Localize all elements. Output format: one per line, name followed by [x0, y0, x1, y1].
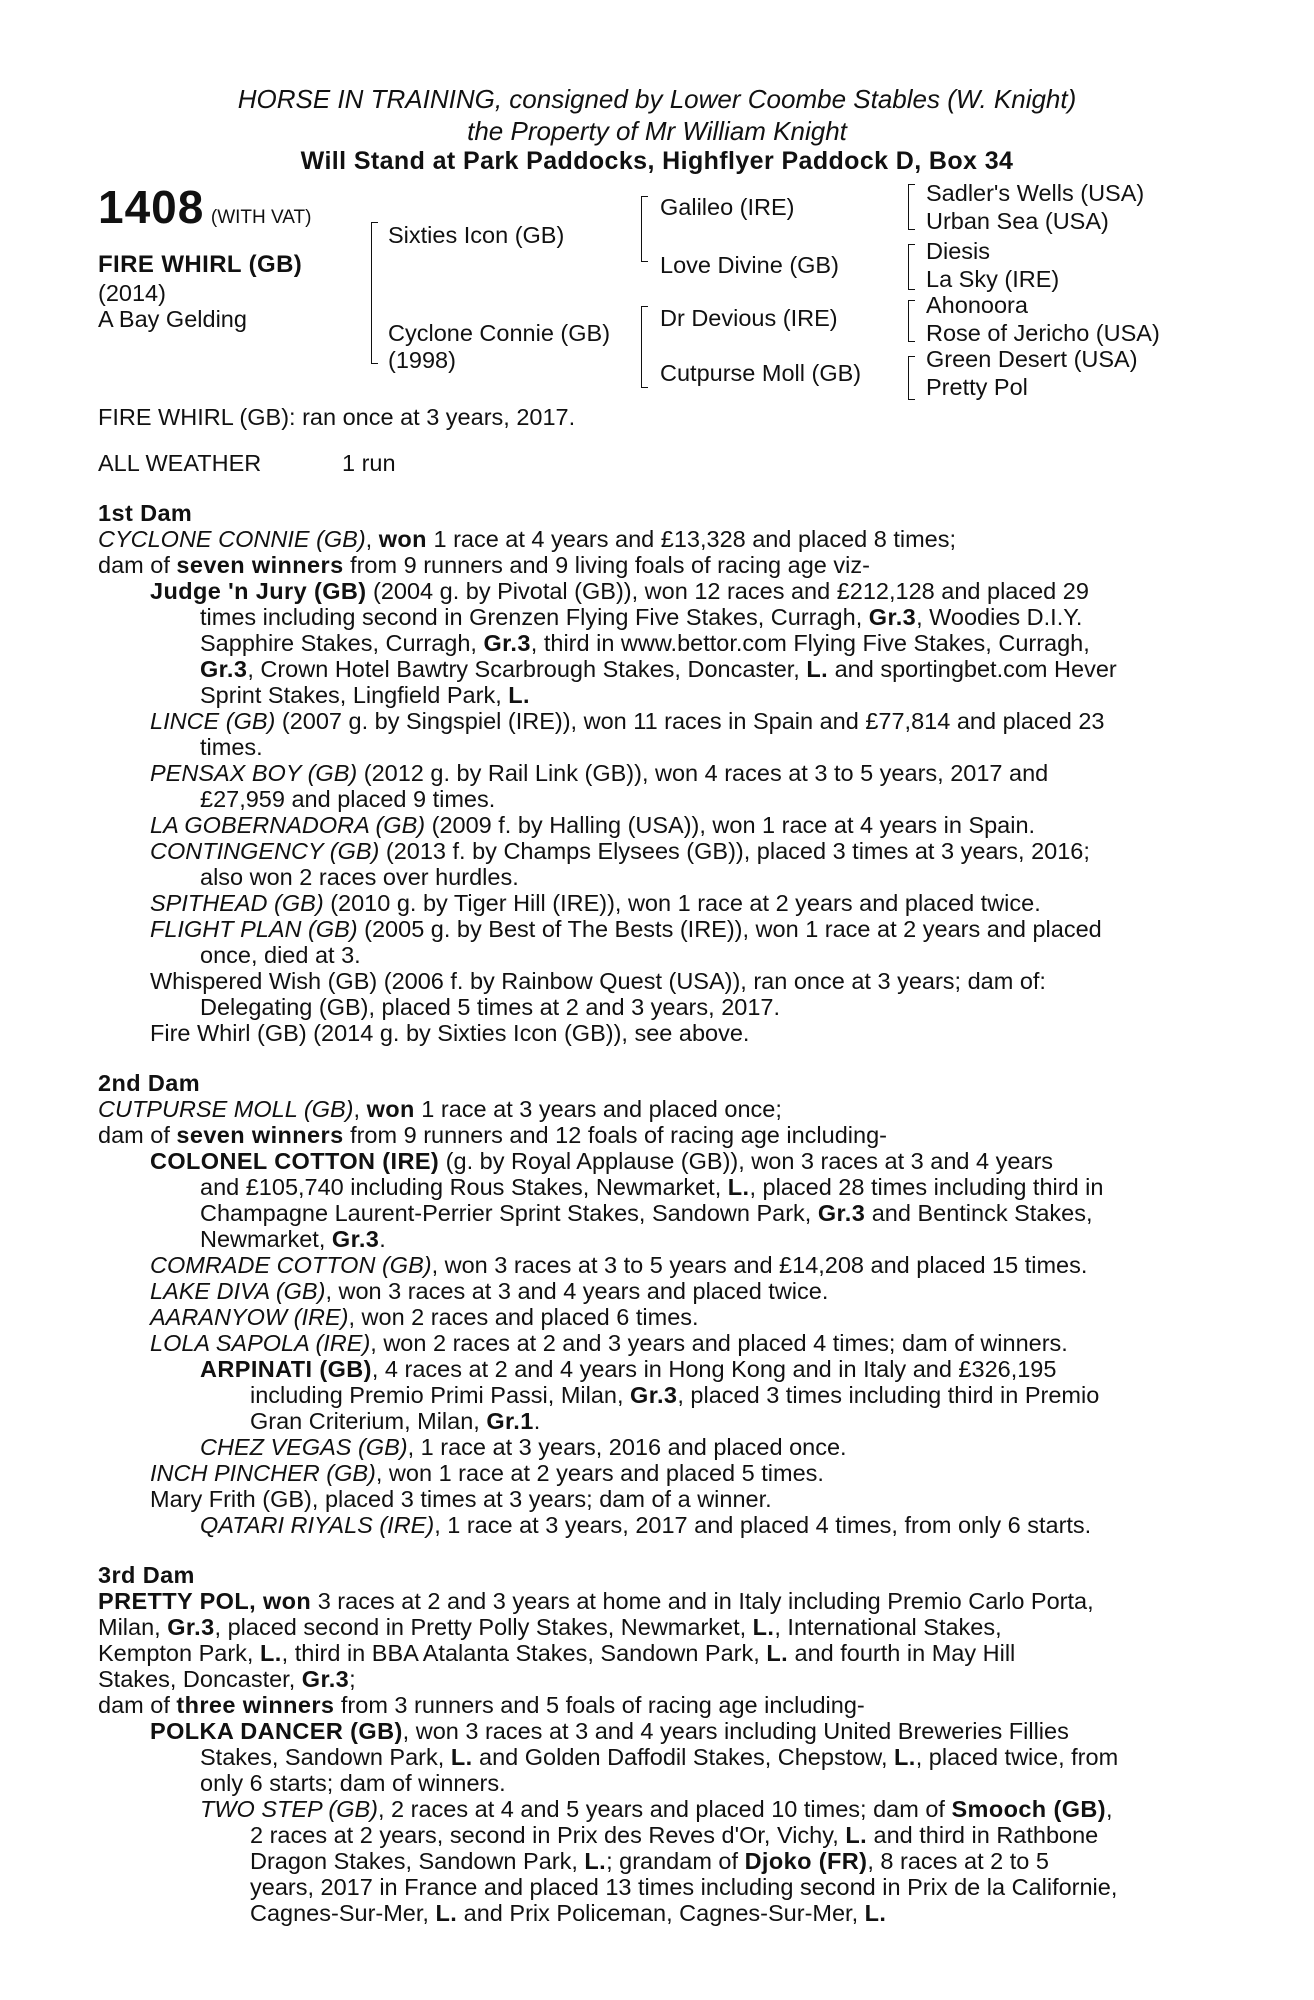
entry-two-step-line5	[250, 1900, 886, 1926]
dam-of-label: dam of	[98, 1692, 177, 1718]
entry-text: Cagnes-Sur-Mer,	[250, 1900, 436, 1926]
entry-text: Milan,	[98, 1614, 168, 1640]
granddam-2: La Sky (IRE)	[926, 266, 1060, 292]
entry-colonel-line1	[150, 1148, 1053, 1174]
entry-lince-line1	[150, 708, 1104, 734]
entry-text: (2013 f. by Champs Elysees (GB)), placed 3 times at 3 years, 2016;	[379, 838, 1090, 864]
listed-label: L.	[864, 1900, 887, 1926]
entry-text: , won 2 races and placed 6 times.	[348, 1304, 699, 1330]
entry-text: , International Stakes,	[774, 1614, 1002, 1640]
dam3-produce-rest: from 3 runners and 5 foals of racing age including-	[334, 1692, 865, 1718]
grade-label: Gr.3	[483, 630, 531, 656]
entry-two-step-line1	[200, 1796, 1113, 1822]
grade-label: Gr.1	[486, 1408, 534, 1434]
granddam-1: Urban Sea (USA)	[926, 208, 1109, 234]
entry-judge-line3	[200, 630, 1090, 656]
horse-name: QATARI RIYALS (IRE)	[200, 1512, 435, 1538]
dam3-heading: 3rd Dam	[98, 1562, 195, 1588]
entry-text: , placed twice, from	[915, 1744, 1119, 1770]
pedigree-brace	[908, 356, 915, 400]
pedigree-brace	[641, 306, 648, 388]
entry-text: 3 races at 2 and 3 years at home and in Italy including Premio Carlo Porta,	[311, 1588, 1094, 1614]
grade-label: Gr.3	[200, 656, 248, 682]
entry-text: and Golden Daffodil Stakes, Chepstow,	[472, 1744, 895, 1770]
entry-judge-line2	[200, 604, 1082, 630]
entry-text: ; grandam of	[606, 1848, 745, 1874]
entry-text: , placed 3 times including third in Premio	[677, 1382, 1100, 1408]
entry-text: and Prix Policeman, Cagnes-Sur-Mer,	[457, 1900, 865, 1926]
horse-name: COLONEL COTTON (IRE)	[150, 1148, 440, 1174]
entry-judge-line5	[200, 682, 530, 708]
won-label: won	[366, 1096, 415, 1122]
dam: Cyclone Connie (GB)	[388, 320, 611, 346]
horse-name: LOLA SAPOLA (IRE)	[150, 1330, 371, 1356]
horse-name: LINCE (GB)	[150, 708, 276, 734]
dam-sire: Dr Devious (IRE)	[660, 305, 838, 331]
grade-label: Gr.3	[868, 604, 917, 630]
dam3-name: PRETTY POL	[98, 1588, 250, 1614]
entry-text: , 1 race at 3 years, 2017 and placed 4 times, from only 6 starts.	[434, 1512, 1092, 1538]
entry-text: 2 races at 2 years, second in Prix des Reves d'Or, Vichy,	[250, 1822, 846, 1848]
entry-gobernadora	[150, 812, 1035, 838]
dam3-line1	[98, 1588, 1094, 1614]
horse-name: LAKE DIVA (GB)	[150, 1278, 326, 1304]
entry-text: , won 3 races at 3 and 4 years and placed twice.	[325, 1278, 829, 1304]
won-label: won	[378, 526, 427, 552]
entry-text: (g. by Royal Applause (GB)), won 3 races at 3 and 4 years	[439, 1148, 1054, 1174]
horse-name: COMRADE COTTON (GB)	[150, 1252, 432, 1278]
entry-two-step-line4: years, 2017 in France and placed 13 times including second in Prix de la Californie,	[250, 1874, 1118, 1900]
listed-label: L.	[508, 682, 530, 708]
grandsire-3: Ahonoora	[926, 292, 1028, 318]
horse-description: A Bay Gelding	[98, 306, 247, 332]
sire: Sixties Icon (GB)	[388, 222, 565, 248]
horse-name: AARANYOW (IRE)	[150, 1304, 349, 1330]
entry-text: Champagne Laurent-Perrier Sprint Stakes, Sandown Park,	[200, 1200, 818, 1226]
entry-text: Gran Criterium, Milan,	[250, 1408, 487, 1434]
entry-colonel-line4	[200, 1226, 386, 1252]
entry-text: (2004 g. by Pivotal (GB)), won 12 races and £212,128 and placed 29	[366, 578, 1089, 604]
entry-text: .	[533, 1408, 541, 1434]
header-line-1: HORSE IN TRAINING, consigned by Lower Coombe Stables (W. Knight)	[237, 84, 1077, 114]
entry-text: Stakes, Sandown Park,	[200, 1744, 451, 1770]
entry-lince-line2: times.	[200, 734, 263, 760]
entry-text: Sapphire Stakes, Curragh,	[200, 630, 484, 656]
entry-text: Stakes, Doncaster,	[98, 1666, 302, 1692]
entry-arpinati-line3	[250, 1408, 540, 1434]
horse-name: POLKA DANCER (GB)	[150, 1718, 403, 1744]
entry-text: including Premio Primi Passi, Milan,	[250, 1382, 631, 1408]
dam-year: (1998)	[388, 347, 456, 373]
entry-text: , third in www.bettor.com Flying Five Stakes, Curragh,	[530, 630, 1090, 656]
grandsire-1: Sadler's Wells (USA)	[926, 180, 1145, 206]
dam3-line3	[98, 1640, 1015, 1666]
entry-text: , 4 races at 2 and 4 years in Hong Kong and in Italy and £326,195	[371, 1356, 1057, 1382]
grade-label: Gr.3	[630, 1382, 678, 1408]
entry-text: and third in Rathbone	[867, 1822, 1099, 1848]
grade-label: Gr.3	[167, 1614, 215, 1640]
dam2-heading: 2nd Dam	[98, 1070, 201, 1096]
dam-of-label: dam of	[98, 1122, 177, 1148]
race-summary: FIRE WHIRL (GB): ran once at 3 years, 2017.	[98, 404, 576, 430]
entry-wish-line2: Delegating (GB), placed 5 times at 2 and 3 years, 2017.	[200, 994, 780, 1020]
horse-year: (2014)	[98, 280, 166, 306]
entry-flight-line2: once, died at 3.	[200, 942, 361, 968]
dam2-name: CUTPURSE MOLL (GB)	[98, 1096, 354, 1122]
dam-of-label: dam of	[98, 552, 177, 578]
horse-name: Judge 'n Jury (GB)	[150, 578, 367, 604]
entry-text: Dragon Stakes, Sandown Park,	[250, 1848, 585, 1874]
dam1-produce-rest: from 9 runners and 9 living foals of racing age viz-	[343, 552, 870, 578]
winners-count: three winners	[176, 1692, 335, 1718]
entry-text: and fourth in May Hill	[788, 1640, 1016, 1666]
dam3-produce	[98, 1692, 865, 1718]
horse-name: CONTINGENCY (GB)	[150, 838, 380, 864]
entry-text: and sportingbet.com Hever	[828, 656, 1117, 682]
horse-name: PENSAX BOY (GB)	[150, 760, 358, 786]
entry-text: , Woodies D.I.Y.	[916, 604, 1083, 630]
entry-text: (2009 f. by Halling (USA)), won 1 race at 4 years in Spain.	[425, 812, 1036, 838]
entry-fire-whirl: Fire Whirl (GB) (2014 g. by Sixties Icon (GB)), see above.	[150, 1020, 750, 1046]
entry-comrade	[150, 1252, 1087, 1278]
entry-contingency-line1	[150, 838, 1090, 864]
grade-label: Gr.3	[817, 1200, 866, 1226]
winners-count: seven winners	[176, 552, 344, 578]
entry-text: , placed second in Pretty Polly Stakes, Newmarket,	[214, 1614, 753, 1640]
entry-arpinati-line1	[200, 1356, 1056, 1382]
entry-text: and Bentinck Stakes,	[865, 1200, 1093, 1226]
entry-colonel-line3	[200, 1200, 1093, 1226]
entry-inch-pincher	[150, 1460, 824, 1486]
horse-name: LA GOBERNADORA (GB)	[150, 812, 426, 838]
grade-label: Gr.3	[301, 1666, 350, 1692]
entry-text: , Crown Hotel Bawtry Scarbrough Stakes, Doncaster,	[247, 656, 807, 682]
dam2-line: CUTPURSE MOLL (GB), won 1 race at 3 years and placed once;	[98, 1096, 782, 1122]
entry-two-step-line2	[250, 1822, 1098, 1848]
entry-polka-line1	[150, 1718, 1069, 1744]
listed-label: L.	[259, 1640, 282, 1666]
entry-text: , placed 28 times including third in	[749, 1174, 1104, 1200]
entry-text: (2007 g. by Singspiel (IRE)), won 11 races in Spain and £77,814 and placed 23	[275, 708, 1105, 734]
entry-text: , won 3 races at 3 to 5 years and £14,208 and placed 15 times.	[431, 1252, 1088, 1278]
dam1-line: CYCLONE CONNIE (GB), won 1 race at 4 years and £13,328 and placed 8 times;	[98, 526, 957, 552]
horse-name: Djoko (FR)	[744, 1848, 868, 1874]
entry-text: , third in BBA Atalanta Stakes, Sandown Park,	[281, 1640, 767, 1666]
listed-label: L.	[766, 1640, 788, 1666]
entry-text: (2010 g. by Tiger Hill (IRE)), won 1 race at 2 years and placed twice.	[323, 890, 1041, 916]
entry-two-step-line3	[250, 1848, 1049, 1874]
grandsire-2: Diesis	[926, 238, 990, 264]
entry-lake-diva	[150, 1278, 828, 1304]
granddam-4: Pretty Pol	[926, 374, 1028, 400]
entry-text: , 8 races at 2 to 5	[867, 1848, 1049, 1874]
pedigree-brace	[908, 300, 915, 342]
entry-text: , won 3 races at 3 and 4 years including United Breweries Fillies	[402, 1718, 1069, 1744]
horse-name: CHEZ VEGAS (GB)	[200, 1434, 408, 1460]
entry-text: .	[379, 1226, 386, 1252]
header-line-2: the Property of Mr William Knight	[467, 116, 847, 146]
entry-text: Kempton Park,	[98, 1640, 260, 1666]
entry-text: ,	[1106, 1796, 1113, 1822]
listed-label: L.	[450, 1744, 473, 1770]
entry-polka-line2	[200, 1744, 1118, 1770]
pedigree-brace	[371, 222, 378, 364]
entry-pensax-line2: £27,959 and placed 9 times.	[200, 786, 496, 812]
entry-text: Newmarket,	[200, 1226, 332, 1252]
entry-mary-frith: Mary Frith (GB), placed 3 times at 3 years; dam of a winner.	[150, 1486, 772, 1512]
dam-dam: Cutpurse Moll (GB)	[660, 360, 862, 386]
entry-arpinati-line2	[250, 1382, 1099, 1408]
entry-text: , 1 race at 3 years, 2016 and placed once.	[407, 1434, 847, 1460]
horse-name: SPITHEAD (GB)	[150, 890, 324, 916]
entry-polka-line3: only 6 starts; dam of winners.	[200, 1770, 506, 1796]
dam3-line2	[98, 1614, 1002, 1640]
listed-label: L.	[727, 1174, 750, 1200]
entry-judge-line1	[150, 578, 1089, 604]
horse-name: FIRE WHIRL (GB)	[98, 251, 303, 278]
dam3-line4	[98, 1666, 356, 1692]
entry-chez-vegas	[200, 1434, 847, 1460]
pedigree-brace	[908, 184, 915, 230]
dam2-produce-rest: from 9 runners and 12 foals of racing age including-	[343, 1122, 887, 1148]
sire-sire: Galileo (IRE)	[660, 194, 795, 220]
dam1-name: CYCLONE CONNIE (GB)	[98, 526, 366, 552]
record-value: 1 run	[342, 450, 396, 476]
entry-spithead	[150, 890, 1041, 916]
entry-text: Sprint Stakes, Lingfield Park,	[200, 682, 509, 708]
horse-name: TWO STEP (GB)	[200, 1796, 378, 1822]
entry-wish-line1: Whispered Wish (GB) (2006 f. by Rainbow Quest (USA)), ran once at 3 years; dam of:	[150, 968, 1046, 994]
grandsire-4: Green Desert (USA)	[926, 346, 1138, 372]
listed-label: L.	[894, 1744, 916, 1770]
dam2-produce	[98, 1122, 887, 1148]
dam2-rest: 1 race at 3 years and placed once;	[414, 1096, 782, 1122]
lot-number: 1408	[98, 181, 205, 233]
horse-name: INCH PINCHER (GB)	[150, 1460, 376, 1486]
horse-name: ARPINATI (GB)	[200, 1356, 372, 1382]
entry-text: (2012 g. by Rail Link (GB)), won 4 races at 3 to 5 years, 2017 and	[357, 760, 1049, 786]
pedigree-brace	[641, 196, 648, 262]
entry-pensax-line1	[150, 760, 1048, 786]
entry-contingency-line2: also won 2 races over hurdles.	[200, 864, 519, 890]
listed-label: L.	[806, 656, 829, 682]
listed-label: L.	[752, 1614, 775, 1640]
winners-count: seven winners	[176, 1122, 344, 1148]
entry-qatari	[200, 1512, 1091, 1538]
dam1-rest: 1 race at 4 years and £13,328 and placed 8 times;	[426, 526, 957, 552]
entry-text: , won 2 races at 2 and 3 years and placed 4 times; dam of winners.	[370, 1330, 1068, 1356]
entry-text: ;	[349, 1666, 356, 1692]
entry-aaranyow	[150, 1304, 699, 1330]
entry-text: , won 1 race at 2 years and placed 5 times.	[375, 1460, 824, 1486]
horse-name: FLIGHT PLAN (GB)	[150, 916, 358, 942]
entry-lola	[150, 1330, 1068, 1356]
entry-colonel-line2	[200, 1174, 1103, 1200]
dam1-heading: 1st Dam	[98, 500, 193, 526]
dam1-produce	[98, 552, 870, 578]
listed-label: L.	[584, 1848, 607, 1874]
listed-label: L.	[845, 1822, 867, 1848]
sire-dam: Love Divine (GB)	[660, 252, 839, 278]
entry-text: (2005 g. by Best of The Bests (IRE)), won 1 race at 2 years and placed	[357, 916, 1102, 942]
entry-text: and £105,740 including Rous Stakes, Newmarket,	[200, 1174, 728, 1200]
record-label: ALL WEATHER	[98, 450, 262, 476]
granddam-3: Rose of Jericho (USA)	[926, 320, 1160, 346]
vat-label: (WITH VAT)	[210, 207, 312, 228]
horse-name: Smooch (GB)	[951, 1796, 1106, 1822]
entry-flight-line1	[150, 916, 1102, 942]
entry-text: , 2 races at 4 and 5 years and placed 10 times; dam of	[377, 1796, 952, 1822]
pedigree-brace	[908, 244, 915, 290]
grade-label: Gr.3	[331, 1226, 380, 1252]
lot-block	[98, 182, 311, 232]
entry-text: times including second in Grenzen Flying Five Stakes, Curragh,	[200, 604, 869, 630]
won-label: , won	[249, 1588, 312, 1614]
header-line-3: Will Stand at Park Paddocks, Highflyer Paddock D, Box 34	[300, 147, 1014, 175]
entry-judge-line4	[200, 656, 1117, 682]
listed-label: L.	[435, 1900, 458, 1926]
